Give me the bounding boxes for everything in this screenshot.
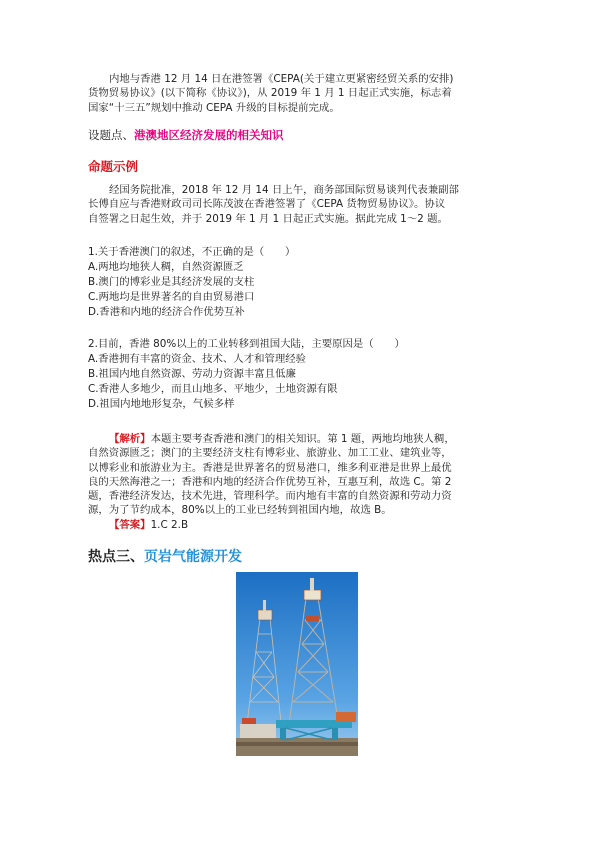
analysis-line: 良的天然海港之一；香港和内地的经济合作优势互补，互惠互利，故选 C。第 2 — [88, 475, 452, 488]
question-1-option: B.澳门的博彩业是其经济发展的支柱 — [88, 276, 255, 288]
question-2-stem: 2.目前，香港 80%以上的工业转移到祖国大陆，主要原因是（ ） — [88, 338, 405, 350]
question-stem — [88, 183, 508, 226]
analysis-line: 自然资源匮乏；澳门的主要经济支柱有博彩业、旅游业、加工工业、建筑业等， — [88, 447, 452, 460]
intro-line: 货物贸易协议》(以下简称《协议》)，从 2019 年 1 月 1 日起正式实施，标志着 — [88, 87, 452, 100]
question-1-option: D.香港和内地的经济合作优势互补 — [88, 306, 245, 318]
hotspot-highlight: 页岩气能源开发 — [144, 549, 242, 565]
question-1-option: A.两地均地狭人稠，自然资源匮乏 — [88, 261, 244, 273]
question-2-option: A.香港拥有丰富的资金、技术、人才和管理经验 — [88, 353, 307, 365]
stem-line: 长傅自应与香港财政司司长陈茂波在香港签署了《CEPA 货物贸易协议》。协议 — [88, 198, 446, 211]
analysis-line: 题，香港经济发达，技术先进，管理科学。而内地有丰富的自然资源和劳动力资 — [88, 490, 452, 503]
analysis-block — [88, 432, 508, 532]
question-2 — [88, 337, 508, 412]
question-1-option: C.两地均是世界著名的自由贸易港口 — [88, 291, 255, 303]
drilling-rig-photo — [236, 572, 358, 756]
intro-line: 国家“十三五”规划中推动 CEPA 升级的目标提前完成。 — [88, 101, 340, 114]
analysis-tag: 【解析】 — [109, 433, 151, 445]
question-1 — [88, 245, 508, 320]
question-2-option: B.祖国内地自然资源、劳动力资源丰富且低廉 — [88, 368, 296, 380]
section-heading: 命题示例 — [88, 159, 139, 174]
question-2-option: C.香港人多地少，而且山地多、平地少，土地资源有限 — [88, 383, 338, 395]
intro-line: 内地与香港 12 月 14 日在港签署《CEPA(关于建立更紧密经贸关系的安排) — [109, 73, 454, 85]
question-2-option: D.祖国内地地形复杂，气候多样 — [88, 398, 235, 410]
topic-prefix: 设题点、 — [88, 128, 134, 142]
topic-line — [88, 127, 284, 143]
hotspot-heading — [88, 546, 242, 566]
answer-tag: 【答案】 — [109, 518, 151, 531]
stem-line: 自签署之日起生效，并于 2019 年 1 月 1 日起正式实施。据此完成 1～2 题。 — [88, 212, 448, 225]
analysis-line: 本题主要考查香港和澳门的相关知识。第 1 题，两地均地狭人稠， — [150, 433, 455, 445]
analysis-line: 以博彩业和旅游业为主。香港是世界著名的贸易港口，维多利亚港是世界上最优 — [88, 461, 452, 474]
hotspot-prefix: 热点三、 — [88, 549, 144, 565]
answer-text: 1.C 2.B — [150, 518, 189, 531]
intro-paragraph — [88, 72, 508, 115]
question-1-stem: 1.关于香港澳门的叙述，不正确的是（ ） — [88, 246, 296, 258]
topic-highlight: 港澳地区经济发展的相关知识 — [134, 128, 284, 142]
analysis-line: 源，为了节约成本，80%以上的工业已经转到祖国内地，故选 B。 — [88, 504, 392, 517]
stem-line: 经国务院批准，2018 年 12 月 14 日上午，商务部国际贸易谈判代表兼副部 — [109, 184, 459, 196]
